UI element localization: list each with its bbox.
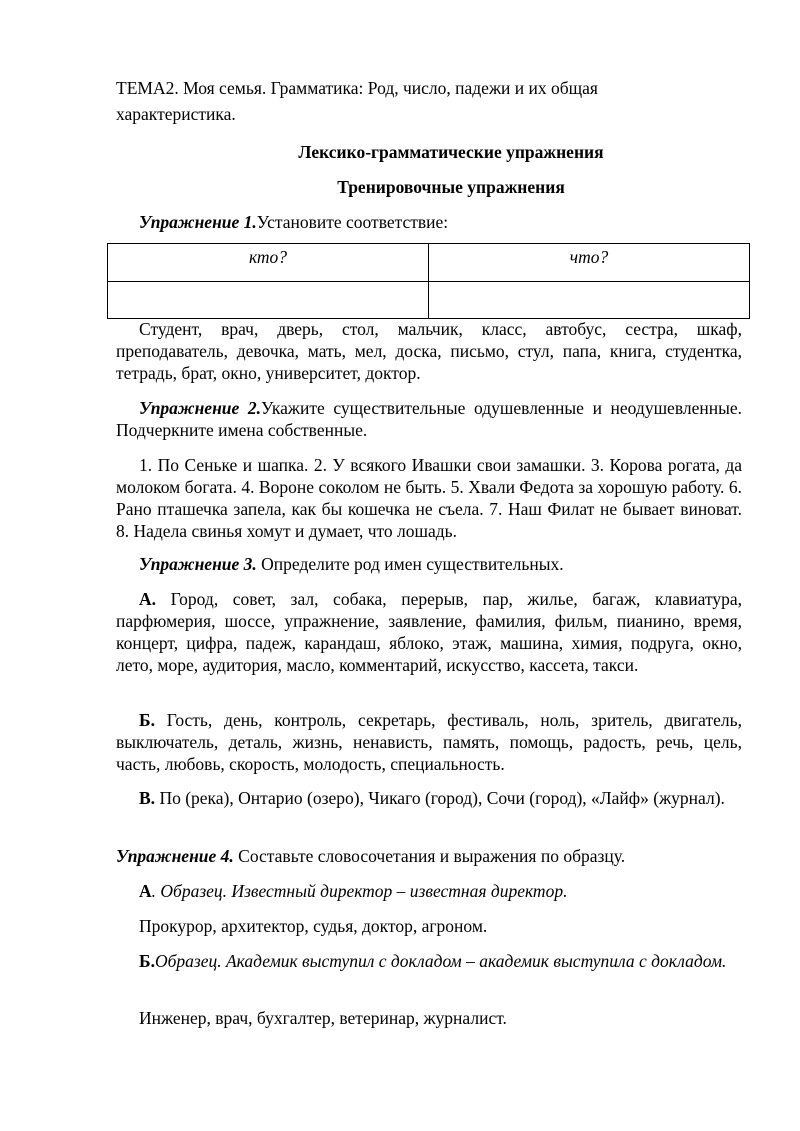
topic-line-1: ТЕМА2. Моя семья. Грамматика: Род, число, падежи и их общая xyxy=(116,78,598,98)
part-v-label: В. xyxy=(139,788,156,808)
exercise-3-part-v xyxy=(116,787,742,809)
exercise-3-instruction: Определите род имен существительных. xyxy=(256,554,564,574)
part-a-label: А. xyxy=(139,589,157,609)
table-cell-what[interactable] xyxy=(429,282,750,319)
exercise-2-proverbs: 1. По Сеньке и шапка. 2. У всякого Ивашки свои замашки. 3. Корова рогата, да молоком богата. 4. Вороне соколом не быть. 5. Хвали Федота за хорошую работу. 6. Рано пташечка запела, как бы кошечка не съела. 7. Наш Филат не бывает виноват. 8. Надела свинья хомут и думает, что лошадь. xyxy=(116,455,742,541)
exercise-4-label: Упражнение 4. xyxy=(116,846,234,866)
exercise-4-words-a: Прокурор, архитектор, судья, доктор, агроном. xyxy=(139,916,488,936)
part-v-text: По (река), Онтарио (озеро), Чикаго (город), Сочи (город), «Лайф» (журнал). xyxy=(155,788,725,808)
who-what-table xyxy=(107,243,750,319)
sample-a-label: А xyxy=(139,881,152,901)
exercise-4-words-b: Инженер, врач, бухгалтер, ветеринар, журналист. xyxy=(139,1008,507,1028)
exercise-2-instruction: Укажите существительные одушевленные и неодушевленные. Подчеркните имена собственные. xyxy=(116,398,742,440)
table-header-what: что? xyxy=(429,244,750,282)
heading-training-exercises: Тренировочные упражнения xyxy=(337,177,565,197)
topic-title xyxy=(116,77,756,125)
exercise-3-heading xyxy=(139,553,765,575)
sample-b-label: Б. xyxy=(139,951,155,971)
exercise-3-label: Упражнение 3. xyxy=(139,554,257,574)
exercise-1-label: Упражнение 1. xyxy=(139,212,257,232)
exercise-2-heading xyxy=(116,397,742,441)
exercise-3-part-a xyxy=(116,588,742,676)
table-header-who: кто? xyxy=(108,244,429,282)
part-b-text: Гость, день, контроль, секретарь, фестиваль, ноль, зритель, двигатель, выключатель, деталь, жизнь, ненависть, память, помощь, радость, речь, цель, часть, любовь, скорость, молодость, специальность. xyxy=(116,710,742,774)
exercise-4-heading xyxy=(116,845,742,867)
exercise-3-part-b xyxy=(116,709,742,775)
table-cell-who[interactable] xyxy=(108,282,429,319)
exercise-1-instruction: Установите соответствие: xyxy=(256,212,449,232)
topic-line-2: характеристика. xyxy=(116,104,236,124)
sample-a-text: . Образец. Известный директор – известная директор. xyxy=(151,881,568,901)
heading-lexical-exercises: Лексико-грамматические упражнения xyxy=(298,142,604,162)
exercise-2-label: Упражнение 2. xyxy=(139,398,262,418)
part-a-text: Город, совет, зал, собака, перерыв, пар, жилье, багаж, клавиатура, парфюмерия, шоссе, упражнение, заявление, фамилия, фильм, пианино, время, концерт, цифра, падеж, карандаш, яблоко, этаж, машина, химия, подруга, окно, лето, море, аудитория, масло, комментарий, искусство, кассета, такси. xyxy=(116,589,742,675)
part-b-label: Б. xyxy=(139,710,155,730)
exercise-4-sample-b xyxy=(116,950,742,972)
exercise-1-words: Студент, врач, дверь, стол, мальчик, класс, автобус, сестра, шкаф, преподаватель, девочка, мать, мел, доска, письмо, стул, папа, книга, студентка, тетрадь, брат, окно, университет, доктор. xyxy=(116,319,742,383)
sample-b-text: Образец. Академик выступил с докладом – академик выступила с докладом. xyxy=(154,951,727,971)
exercise-4-instruction: Составьте словосочетания и выражения по образцу. xyxy=(233,846,626,866)
exercise-4-sample-a xyxy=(139,880,765,902)
exercise-1-heading xyxy=(139,211,765,233)
